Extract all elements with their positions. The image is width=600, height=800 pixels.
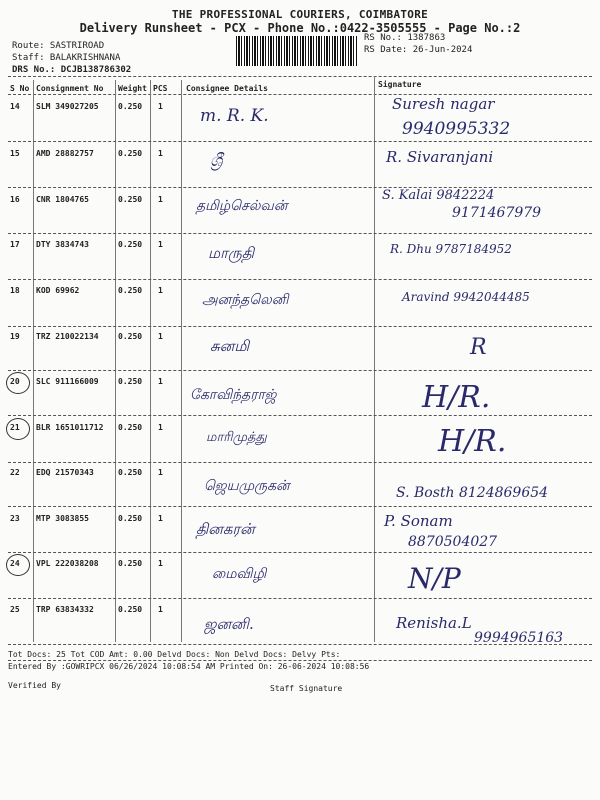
barcode <box>236 36 358 66</box>
signature-handwriting: N/P <box>408 562 461 595</box>
rs-number: RS No.: 1387863 <box>364 33 446 43</box>
row-sno: 18 <box>10 286 20 295</box>
staff-signature-label: Staff Signature <box>270 684 343 693</box>
row-consignment: SLC 911166009 <box>36 377 99 386</box>
row-sno: 16 <box>10 195 20 204</box>
row-divider <box>8 506 592 507</box>
row-consignment: TRP 63834332 <box>36 605 94 614</box>
footer-divider <box>8 660 592 661</box>
row-sno: 24 <box>10 559 20 568</box>
row-pcs: 1 <box>158 240 163 249</box>
row-pcs: 1 <box>158 468 163 477</box>
consignee-handwriting: ශ්‍රී <box>210 151 223 171</box>
signature-phone: 9994965163 <box>474 630 564 646</box>
row-pcs: 1 <box>158 514 163 523</box>
col-signature: Signature <box>378 80 422 89</box>
row-weight: 0.250 <box>118 286 143 295</box>
signature-handwriting: R. Sivaranjani <box>386 148 494 166</box>
signature-handwriting: H/R. <box>422 380 491 415</box>
row-pcs: 1 <box>158 423 163 432</box>
signature-handwriting: P. Sonam <box>384 512 453 530</box>
row-pcs: 1 <box>158 377 163 386</box>
row-pcs: 1 <box>158 559 163 568</box>
row-consignment: DTY 3834743 <box>36 240 89 249</box>
header-divider-bottom <box>8 94 592 95</box>
signature-phone: 9940995332 <box>402 119 511 139</box>
row-weight: 0.250 <box>118 605 143 614</box>
row-divider <box>8 326 592 327</box>
row-divider <box>8 552 592 553</box>
consignee-handwriting: சுனமி <box>210 337 250 355</box>
signature-handwriting: R. Dhu 9787184952 <box>390 242 512 256</box>
row-divider <box>8 462 592 463</box>
row-consignment: VPL 222038208 <box>36 559 99 568</box>
signature-handwriting: Aravind 9942044485 <box>402 290 530 304</box>
row-divider <box>8 370 592 371</box>
row-consignment: MTP 3083855 <box>36 514 89 523</box>
row-weight: 0.250 <box>118 559 143 568</box>
row-weight: 0.250 <box>118 423 143 432</box>
row-weight: 0.250 <box>118 377 143 386</box>
row-divider <box>8 279 592 280</box>
row-pcs: 1 <box>158 149 163 158</box>
consignee-handwriting: தினகரன் <box>196 520 255 538</box>
row-sno: 14 <box>10 102 20 111</box>
grid-line <box>115 80 116 642</box>
runsheet-subtitle: Delivery Runsheet - PCX - Phone No.:0422-3505555 - Page No.:2 <box>79 21 521 35</box>
row-weight: 0.250 <box>118 240 143 249</box>
row-pcs: 1 <box>158 332 163 341</box>
row-weight: 0.250 <box>118 514 143 523</box>
row-pcs: 1 <box>158 102 163 111</box>
consignee-handwriting: மாருதி <box>208 244 255 262</box>
company-title: THE PROFESSIONAL COURIERS, COIMBATORE <box>171 8 429 21</box>
consignee-handwriting: தமிழ்செல்வன் <box>196 198 288 214</box>
grid-line <box>374 76 375 642</box>
staff-label: Staff: BALAKRISHNANA <box>12 53 121 63</box>
row-divider <box>8 233 592 234</box>
grid-line <box>33 80 34 642</box>
col-consignee: Consignee Details <box>186 84 268 93</box>
row-sno: 19 <box>10 332 20 341</box>
route-label: Route: SASTRIROAD <box>12 41 105 51</box>
drs-number: DRS No.: DCJB138786302 <box>12 65 132 75</box>
row-sno: 17 <box>10 240 20 249</box>
col-weight: Weight <box>118 84 147 93</box>
consignee-handwriting: மைவிழி <box>212 566 267 582</box>
signature-phone: 8870504027 <box>408 534 498 550</box>
row-sno: 15 <box>10 149 20 158</box>
col-consignment: Consignment No <box>36 84 104 93</box>
signature-handwriting: S. Bosth 8124869654 <box>396 485 549 501</box>
signature-phone: 9171467979 <box>452 205 542 221</box>
signature-handwriting: Suresh nagar <box>392 95 495 113</box>
row-sno: 23 <box>10 514 20 523</box>
consignee-handwriting: மாரிமுத்து <box>206 430 267 445</box>
consignee-handwriting: ஜெயமுருகன் <box>204 478 290 494</box>
row-consignment: KOD 69962 <box>36 286 80 295</box>
row-divider <box>8 415 592 416</box>
table-bottom-divider <box>8 644 592 645</box>
consignee-handwriting: ஜனனி. <box>204 615 254 633</box>
entered-by-line: Entered By :GOWRIPCX 06/26/2024 10:08:54 AM Printed On: 26-06-2024 10:08:56 <box>8 662 370 671</box>
row-consignment: AMD 28882757 <box>36 149 94 158</box>
row-consignment: SLM 349027205 <box>36 102 99 111</box>
verified-by-label: Verified By <box>8 681 61 690</box>
row-sno: 20 <box>10 377 20 386</box>
row-divider <box>8 141 592 142</box>
consignee-handwriting: m. R. K. <box>200 106 269 126</box>
grid-line <box>181 80 182 642</box>
row-consignment: BLR 1651011712 <box>36 423 104 432</box>
col-pcs: PCS <box>153 84 168 93</box>
consignee-handwriting: கோவிந்தராஜ் <box>190 387 277 403</box>
row-weight: 0.250 <box>118 195 143 204</box>
row-pcs: 1 <box>158 286 163 295</box>
row-pcs: 1 <box>158 605 163 614</box>
row-consignment: TRZ 210022134 <box>36 332 99 341</box>
row-sno: 21 <box>10 423 20 432</box>
row-weight: 0.250 <box>118 468 143 477</box>
row-divider <box>8 598 592 599</box>
col-sno: S No <box>10 84 30 93</box>
signature-handwriting: Renisha.L <box>396 614 472 632</box>
row-weight: 0.250 <box>118 149 143 158</box>
signature-handwriting: H/R. <box>438 424 507 459</box>
consignee-handwriting: அனந்தலெனி <box>202 292 289 308</box>
rs-date: RS Date: 26-Jun-2024 <box>364 45 473 55</box>
row-sno: 25 <box>10 605 20 614</box>
row-divider <box>8 187 592 188</box>
grid-line <box>150 80 151 642</box>
totals-line: Tot Docs: 25 Tot COD Amt: 0.00 Delvd Docs: Non Delvd Docs: Delvy Pts: <box>8 650 341 659</box>
row-consignment: CNR 1804765 <box>36 195 89 204</box>
row-sno: 22 <box>10 468 20 477</box>
row-weight: 0.250 <box>118 102 143 111</box>
row-pcs: 1 <box>158 195 163 204</box>
row-consignment: EDQ 21570343 <box>36 468 94 477</box>
row-weight: 0.250 <box>118 332 143 341</box>
header-divider-top <box>8 76 592 77</box>
signature-handwriting: S. Kalai 9842224 <box>382 188 495 203</box>
signature-handwriting: R <box>470 335 487 360</box>
